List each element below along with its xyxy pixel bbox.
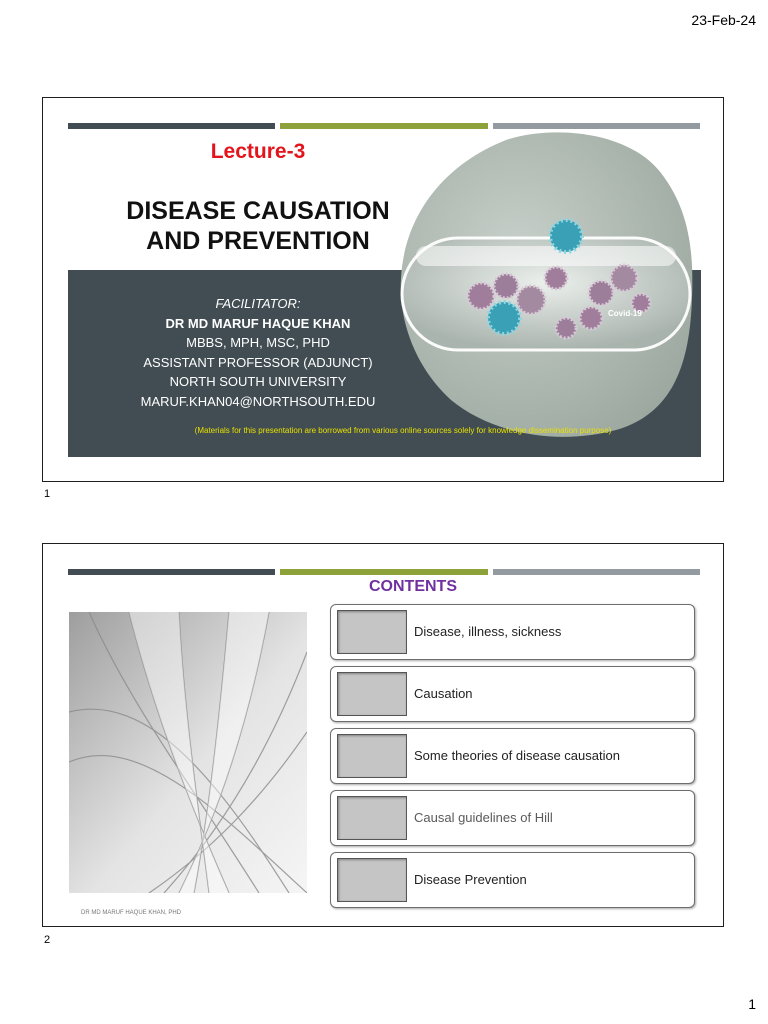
facilitator-email: MARUF.KHAN04@NORTHSOUTH.EDU xyxy=(140,393,376,409)
disclaimer: (Materials for this presentation are borrowed from various online sources solely for knowledge dissemination purpose) xyxy=(194,426,612,435)
contents-item-label: Causal guidelines of Hill xyxy=(414,810,553,825)
page-date: 23-Feb-24 xyxy=(691,12,756,28)
slide-footer: DR MD MARUF HAQUE KHAN, PHD xyxy=(81,910,182,916)
contents-item-tile xyxy=(337,672,407,716)
header-bar-gray xyxy=(493,569,700,575)
facilitator-block xyxy=(68,294,448,411)
deck-title-line1: DISEASE CAUSATION xyxy=(126,197,390,225)
facilitator-label: FACILITATOR: xyxy=(215,296,301,311)
facilitator-name: DR MD MARUF HAQUE KHAN xyxy=(165,315,351,331)
contents-item-tile xyxy=(337,796,407,840)
deck-title-line2: AND PREVENTION xyxy=(146,227,370,255)
contents-item-label: Causation xyxy=(414,686,473,701)
lecture-label: Lecture-3 xyxy=(210,140,306,163)
contents-item-tile xyxy=(337,858,407,902)
slide-number-2: 2 xyxy=(44,934,51,946)
virus-capsule-image xyxy=(396,128,696,438)
facilitator-degrees: MBBS, MPH, MSC, PHD xyxy=(186,335,330,350)
contents-item-label: Disease, illness, sickness xyxy=(414,624,562,639)
header-bar-green xyxy=(280,569,487,575)
slide-title xyxy=(42,97,724,482)
facilitator-institution: NORTH SOUTH UNIVERSITY xyxy=(169,374,347,389)
contents-item[interactable] xyxy=(330,666,695,722)
contents-item[interactable] xyxy=(330,604,695,660)
contents-item[interactable] xyxy=(330,852,695,908)
deck-title xyxy=(68,196,448,256)
contents-list xyxy=(330,604,695,914)
header-bars xyxy=(68,569,700,575)
page-number: 1 xyxy=(748,996,756,1012)
contents-item-label: Some theories of disease causation xyxy=(414,748,620,763)
contents-item-tile xyxy=(337,610,407,654)
image-caption: Covid-19 xyxy=(608,309,642,318)
header-bar-dark xyxy=(68,569,275,575)
contents-item[interactable] xyxy=(330,790,695,846)
contents-item-label: Disease Prevention xyxy=(414,872,527,887)
header-bar-dark xyxy=(68,123,275,129)
contents-title: CONTENTS xyxy=(369,578,457,595)
book-pages-image xyxy=(69,612,307,893)
contents-item-tile xyxy=(337,734,407,778)
contents-item[interactable] xyxy=(330,728,695,784)
slide-contents xyxy=(42,543,724,927)
slide-number-1: 1 xyxy=(44,488,51,500)
facilitator-position: ASSISTANT PROFESSOR (ADJUNCT) xyxy=(143,354,373,370)
